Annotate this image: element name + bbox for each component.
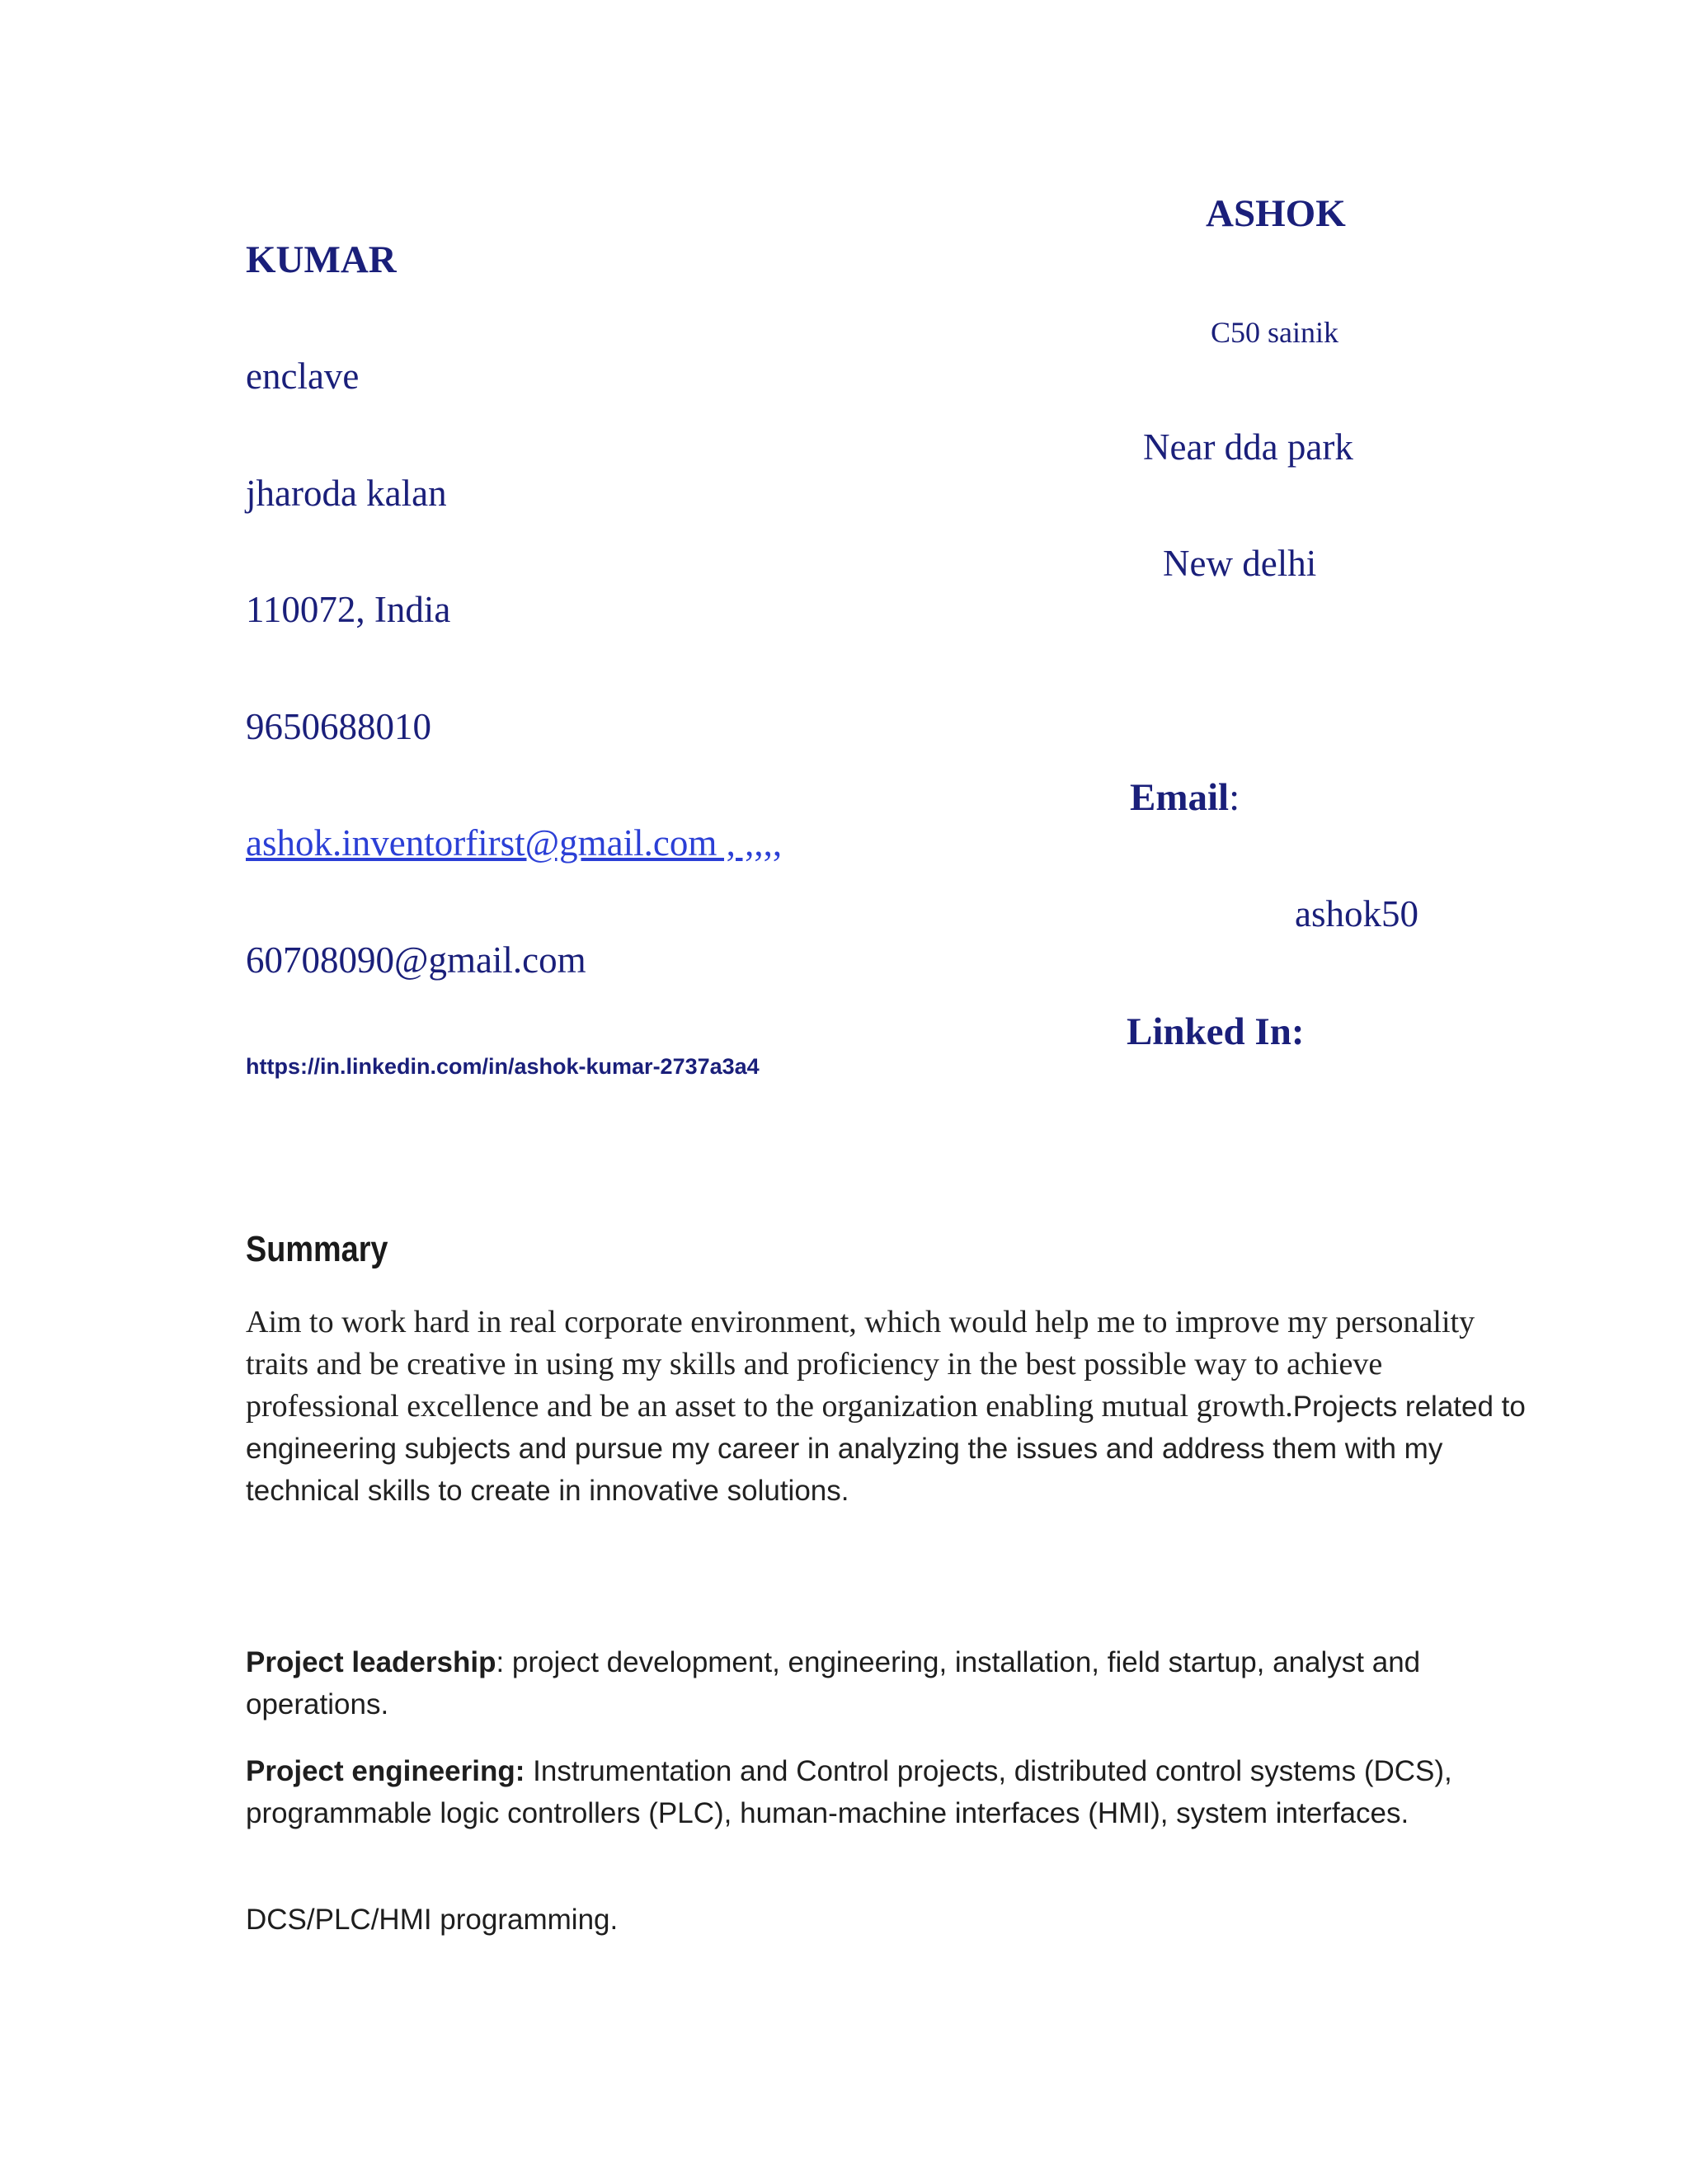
email-label-text: Email	[1130, 776, 1230, 819]
project-leadership	[246, 1641, 1532, 1725]
first-name: ASHOK	[1206, 192, 1346, 235]
project-leadership-label: Project leadership	[246, 1646, 496, 1678]
linkedin-label: Linked In:	[1127, 1010, 1305, 1053]
summary-paragraph-sans: Projects related to engineering subjects and pursue my career in analyzing the issues and address them with my technical skills to create in innovative solutions.	[246, 1391, 1526, 1507]
address-line3-right: New delhi	[1163, 543, 1317, 584]
address-line3-left: 110072, India	[246, 589, 451, 630]
email-label	[1130, 775, 1240, 820]
address-line2-right: Near dda park	[1143, 426, 1353, 468]
email-label-colon: :	[1229, 776, 1240, 819]
project-engineering-label: Project engineering:	[246, 1755, 525, 1787]
address-line2-left: jharoda kalan	[246, 473, 447, 514]
last-name: KUMAR	[246, 238, 397, 281]
project-engineering-text: Instrumentation and Control projects, distributed control systems (DCS), programmable logic controllers (PLC), human-machine interfaces (HMI), system interfaces.	[246, 1755, 1452, 1829]
email-secondary-part1: ashok50	[1295, 893, 1418, 934]
address-line1-left: enclave	[246, 355, 360, 397]
project-leadership-text: : project development, engineering, installation, field startup, analyst and operations.	[246, 1646, 1421, 1720]
address-line1-right-text: C50 sainik	[1211, 316, 1339, 349]
project-engineering	[246, 1750, 1532, 1834]
summary-title: Summary	[246, 1229, 388, 1269]
summary-paragraph-serif: Aim to work hard in real corporate environment, which would help me to improve my personality traits and be creative in using my skills and proficiency in the best possible way to achieve professional excellence and be an asset to the organization enabling mutual growth.	[246, 1305, 1475, 1424]
summary-paragraph	[246, 1301, 1532, 1512]
linkedin-url[interactable]: https://in.linkedin.com/in/ashok-kumar-2737a3a4	[246, 1054, 760, 1079]
address-line1-right	[1211, 308, 1338, 351]
programming-line: DCS/PLC/HMI programming.	[246, 1904, 619, 1936]
email-secondary-part2: 60708090@gmail.com	[246, 939, 586, 981]
email-primary-link[interactable]: ashok.inventorfirst@gmail.com , ,,,,	[246, 822, 783, 864]
phone-number: 9650688010	[246, 706, 431, 747]
